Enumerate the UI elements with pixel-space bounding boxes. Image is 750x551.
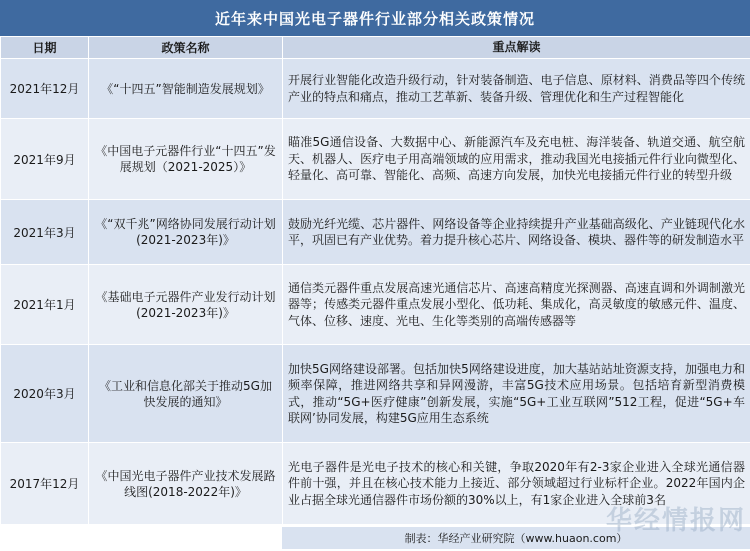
header-points: 重点解读 [283, 37, 750, 59]
row-key-points: 光电子器件是光电子技术的核心和关键，争取2020年有2-3家企业进入全球光通信器件前十强，并且在核心技术能力上接近、部分领域超过行业标杆企业。2022年国内企业占据全球光通信器件市场份额的30%以上，有1家企业进入全球前3名 [283, 443, 750, 525]
row-policy-name: 《中国电子元器件行业“十四五”发展规划（2021-2025）》 [89, 119, 283, 200]
table-row [1, 59, 750, 119]
row-key-points: 鼓励光纤光缆、芯片器件、网络设备等企业持续提升产业基础高级化、产业链现代化水平，巩固已有产业优势。着力提升核心芯片、网络设备、模块、器件等的研发制造水平 [283, 200, 750, 265]
row-date: 2021年1月 [1, 265, 89, 345]
header-row [1, 37, 750, 59]
row-date: 2017年12月 [1, 443, 89, 525]
row-date: 2021年3月 [1, 200, 89, 265]
row-key-points: 通信类元器件重点发展高速光通信芯片、高速高精度光探测器、高速直调和外调制激光器等；传感类元器件重点发展小型化、低功耗、集成化，高灵敏度的敏感元件、温度、气体、位移、速度、光电、生化等类别的高端传感器等 [283, 265, 750, 345]
table-row [1, 200, 750, 265]
row-key-points: 加快5G网络建设部署。包括加快5网络建设进度，加大基站站址资源支持，加强电力和频率保障，推进网络共享和异网漫游，丰富5G技术应用场景。包括培育新型消费模式，推动“5G+医疗健康”创新发展，实施“5G+工业互联网”512工程，促进“5G+车联网’协同发展，构建5G应用生态系统 [283, 345, 750, 443]
row-key-points: 开展行业智能化改造升级行动，针对装备制造、电子信息、原材料、消费品等四个传统产业的特点和痛点，推动工艺革新、装备升级、管理优化和生产过程智能化 [283, 59, 750, 119]
watermark-logo: 华经情报网 [605, 506, 746, 536]
row-date: 2021年9月 [1, 119, 89, 200]
source-note: 制表：华经产业研究院（www.huaon.com） [282, 527, 750, 549]
row-date: 2021年12月 [1, 59, 89, 119]
row-date: 2020年3月 [1, 345, 89, 443]
row-key-points: 瞄准5G通信设备、大数据中心、新能源汽车及充电桩、海洋装备、轨道交通、航空航天、机器人、医疗电子用高端领域的应用需求，推动我国光电接插元件行业向微型化、轻量化、高可靠、智能化、高频、高速方向发展，加快光电接插元件行业的转型升级 [283, 119, 750, 200]
policy-table [0, 36, 750, 525]
header-name: 政策名称 [89, 37, 283, 59]
row-policy-name: 《工业和信息化部关于推动5G加快发展的通知》 [89, 345, 283, 443]
row-policy-name: 《基础电子元器件产业发行动计划(2021-2023年)》 [89, 265, 283, 345]
row-policy-name: 《“十四五”智能制造发展规划》 [89, 59, 283, 119]
table-row [1, 345, 750, 443]
table-title: 近年来中国光电子器件行业部分相关政策情况 [0, 0, 750, 36]
header-date: 日期 [1, 37, 89, 59]
table-row [1, 119, 750, 200]
table-row [1, 265, 750, 345]
row-policy-name: 《中国光电子器件产业技术发展路线图(2018-2022年)》 [89, 443, 283, 525]
row-policy-name: 《“双千兆”网络协同发展行动计划(2021-2023年)》 [89, 200, 283, 265]
